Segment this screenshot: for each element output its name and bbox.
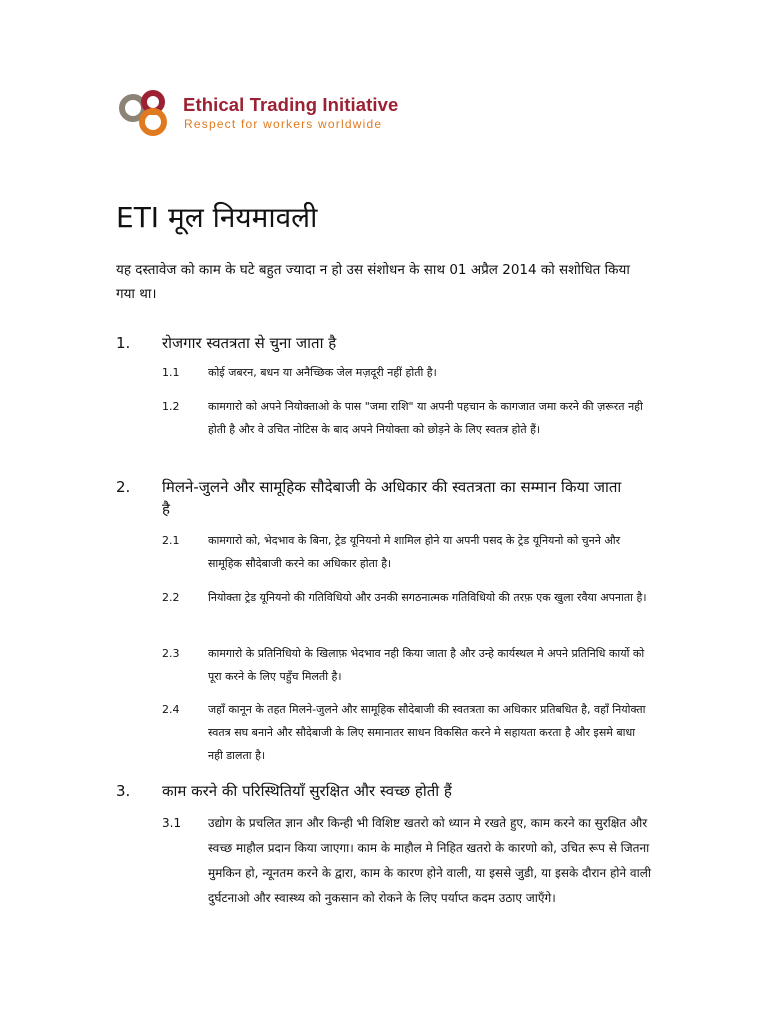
clause-number: 2.1 [162,534,180,547]
section-title: रोजगार स्वतत्रता से चुना जाता है [162,334,337,352]
intro-paragraph: यह दस्तावेज को काम के घटे बहुत ज्यादा न हो उस संशोधन के साथ 01 अप्रैल 2014 को सशोधित किया गया था। [116,262,630,302]
clause-text: नियोक्ता ट्रेड यूनियनो की गतिविधियो और उनकी सगठनात्मक गतिविधियो की तरफ़ एक खुला रवैया अपनाता है। [208,591,647,604]
clause-number: 2.4 [162,703,180,716]
clause-text: कामगारो के प्रतिनिधियो के खिलाफ़ भेदभाव नही किया जाता है और उन्हे कार्यस्थल मे अपने प्रतिनिधि कार्यो को पूरा करने के लिए पहुँच मिलती है। [208,647,645,683]
logo-name: Ethical Trading Initiative [183,94,399,115]
section-title: काम करने की परिस्थितियाँ सुरक्षित और स्वच्छ होती हैं [162,782,452,800]
clause-number: 2.3 [162,647,180,660]
clause-text: कोई जबरन, बधन या अनैच्छिक जेल मज़दूरी नहीं होती है। [208,366,437,379]
eti-logo-mark-icon [118,86,176,142]
section-number: 3. [116,782,131,800]
clause-number: 2.2 [162,591,180,604]
section-title: मिलने-जुलने और सामूहिक सौदेबाजी के अधिकार की स्वतत्रता का सम्मान किया जाता है [162,478,622,518]
clause-number: 1.1 [162,366,180,379]
clause-number: 1.2 [162,400,180,413]
clause-text: कामगारो को, भेदभाव के बिना, ट्रेड यूनियनो मे शामिल होने या अपनी पसद के ट्रेड यूनियनो को चुनने और सामूहिक सौदेबाजी करने का अधिकार होता है। [208,534,621,570]
clause-text: उद्योग के प्रचलित ज्ञान और किन्ही भी विशिष्ट खतरो को ध्यान मे रखते हुए, काम करने का सुरक्षित और स्वच्छ माहौल प्रदान किया जाएगा। काम के माहौल मे निहित खतरो के कारणो को, उचित रूप से जितना मुमकिन हो, न्यूनतम करने के द्वारा, काम के कारण होने वाली, या इससे जुडी, या इसके दौरान होने वाली दुर्घटनाओ और स्वास्थ्य को नुकसान को रोकने के लिए पर्याप्त कदम उठाए जाएँगे। [208,816,651,905]
section-number: 1. [116,334,131,352]
eti-logo [118,86,418,142]
document-title: ETI मूल नियमावली [116,201,318,234]
clause-number: 3.1 [162,816,182,830]
clause-text: कामगारो को अपने नियोक्ताओ के पास "जमा राशि" या अपनी पहचान के कागजात जमा करने की ज़रूरत नही होती है और वे उचित नोटिस के बाद अपने नियोक्ता को छोड़ने के लिए स्वतत्र होते हैं। [208,400,643,436]
clause-text: जहाँ कानून के तहत मिलने-जुलने और सामूहिक सौदेबाजी की स्वतत्रता का अधिकार प्रतिबधित है, वहाँ नियोक्ता स्वतत्र सघ बनाने और सौदेबाजी के लिए समानातर साधन विकसित करने मे सहायता करता है और इसमे बाधा नही डालता है। [208,703,646,762]
section-number: 2. [116,478,131,496]
logo-tagline: Respect for workers worldwide [184,117,383,131]
